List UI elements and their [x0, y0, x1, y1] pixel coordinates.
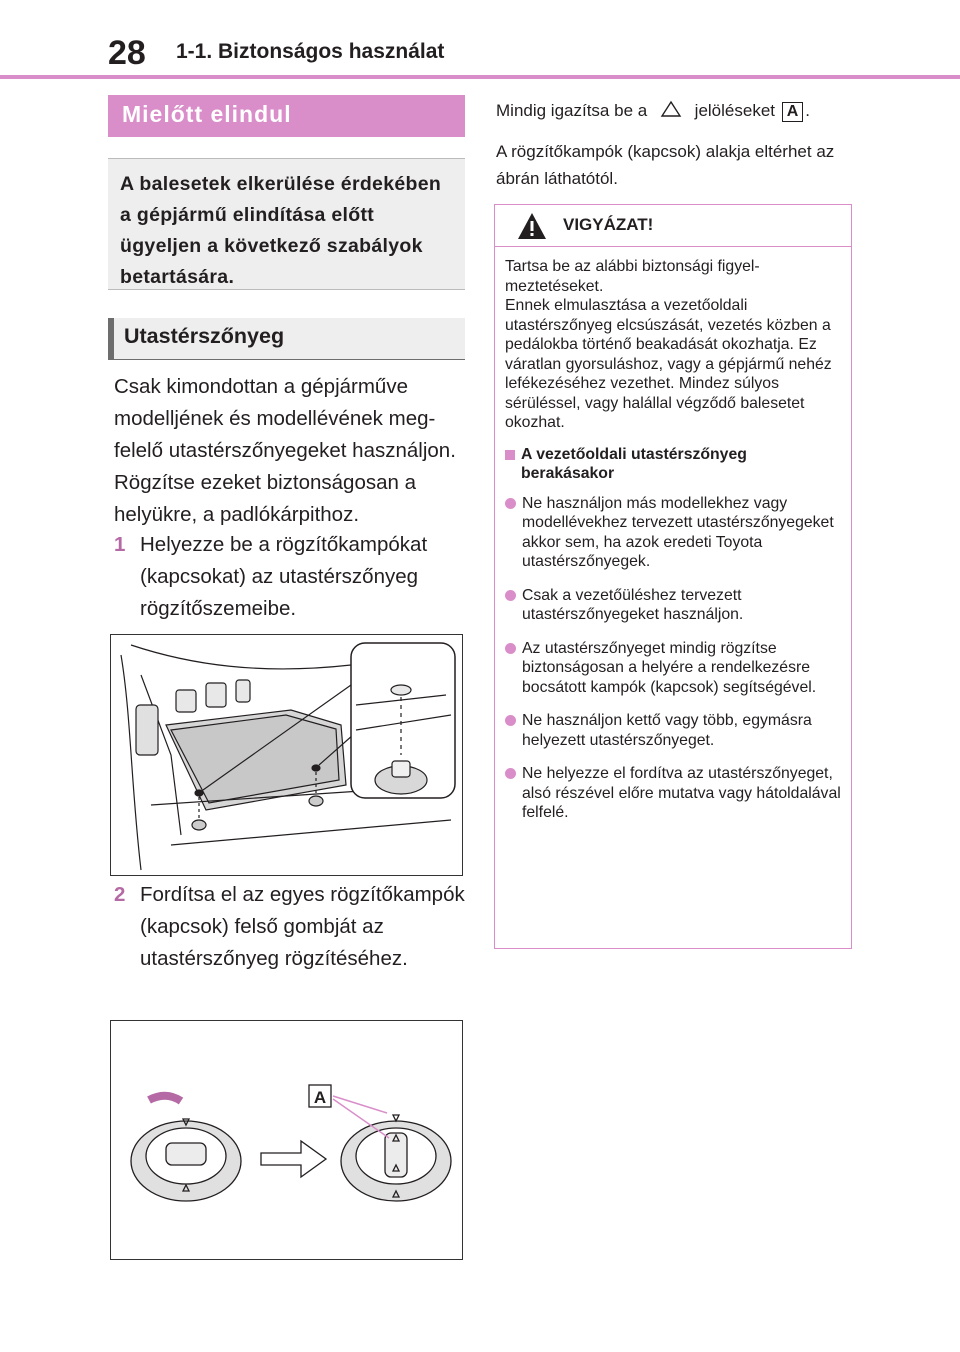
warning-item: [505, 764, 843, 823]
warning-subheading-text: A vezetőoldali utastérszőnyeg berakásakor: [521, 445, 747, 482]
header-divider: [0, 75, 960, 79]
warning-triangle-icon: [517, 212, 547, 240]
warning-title: VIGYÁZAT!: [563, 215, 654, 234]
warning-header: [495, 205, 851, 247]
triangle-mark-icon: [660, 100, 682, 118]
align-instruction: [496, 97, 810, 124]
body-paragraph: Csak kimondottan a gépjárműve modelljének és modellévének megfelelő utastérszőnyegeket használjon. Rögzítse ezeket biztonságosan a helyükre, a padlókárpithoz.: [114, 375, 456, 526]
warning-item: [505, 639, 843, 698]
warning-item-text: Ne használjon más modellekhez vagy modellévekhez tervezett utastérszőnyegeket akkor sem, ha azok eredeti Toyota utastérszőnyegek.: [522, 494, 834, 570]
bullet-icon: [505, 643, 516, 654]
figure-label-a: A: [313, 1088, 327, 1107]
intro-text: A balesetek elkerülése érdekében a gépjármű elindítása előtt ügyeljen a következő szabályok betartására.: [120, 173, 442, 288]
step-2: [114, 879, 468, 975]
bullet-icon: [505, 768, 516, 779]
warning-item-text: Az utastérszőnyeget mindig rögzítse biztonságosan a helyére a rendelkezésre bocsátott kampók (kapcsok) segítségével.: [522, 639, 817, 696]
warning-lead: Tartsa be az alábbi biztonsági figyelmeztetéseket. Ennek elmulasztása a vezetőoldali utastérszőnyeg elcsúszását, vezetés közben a pedálokba történő beakadását okozhatja. Ez váratlan gyorsuláshoz, vagy a gépjármű nehéz lefékezéséhez vezethet. Mindez súlyos sérüléssel, vagy halállal végződő balesetet okozhat.: [505, 258, 832, 431]
clip-rotation-illustration: [110, 1020, 463, 1260]
warning-item: [505, 586, 843, 625]
warning-subheading: [505, 445, 843, 484]
floor-mat-illustration: [110, 634, 463, 876]
shape-note: A rögzítőkampók (kapcsok) alakja eltérhet az ábrán láthatótól.: [496, 142, 835, 188]
bullet-icon: [505, 715, 516, 726]
step-1: [114, 529, 468, 625]
key-label-a: A: [782, 102, 804, 122]
square-bullet-icon: [505, 450, 515, 460]
section-banner: [108, 95, 465, 137]
warning-body: [495, 247, 851, 823]
warning-item-text: Ne használjon kettő vagy több, egymásra helyezett utastérszőnyeget.: [522, 712, 812, 749]
warning-item-text: Ne helyezze el fordítva az utastérszőnyeget, alsó részével előre mutatva vagy hátoldalával felfelé.: [522, 765, 841, 821]
step-text: Helyezze be a rögzítőkampókat (kapcsokat) az utastérszőnyeg rögzítőszemeibe.: [140, 533, 428, 620]
page-number: 28: [108, 34, 146, 72]
warning-item: [505, 711, 843, 750]
clip-rotation-drawing: [111, 1021, 462, 1259]
subheading-title: Utastérszőnyeg: [124, 324, 285, 348]
align-text-after: jelöléseket: [694, 101, 775, 120]
step-number: 2: [114, 883, 126, 906]
step-text: Fordítsa el az egyes rögzítőkampók (kapcsok) felső gombját az utastérszőnyeg rögzítéséhez.: [140, 883, 465, 970]
warning-box: [494, 204, 852, 949]
bullet-icon: [505, 498, 516, 509]
warning-item: [505, 494, 843, 572]
intro-box: [108, 158, 465, 290]
subheading: [108, 318, 465, 360]
step-number: 1: [114, 533, 126, 556]
floor-mat-drawing: [111, 635, 462, 875]
align-text-end: .: [805, 101, 811, 120]
align-text-before: Mindig igazítsa be a: [496, 101, 648, 120]
section-title: 1-1. Biztonságos használat: [176, 40, 445, 63]
banner-title: Mielőtt elindul: [122, 101, 292, 127]
bullet-icon: [505, 590, 516, 601]
warning-item-text: Csak a vezetőüléshez tervezett utastérszőnyegeket használjon.: [522, 586, 744, 623]
